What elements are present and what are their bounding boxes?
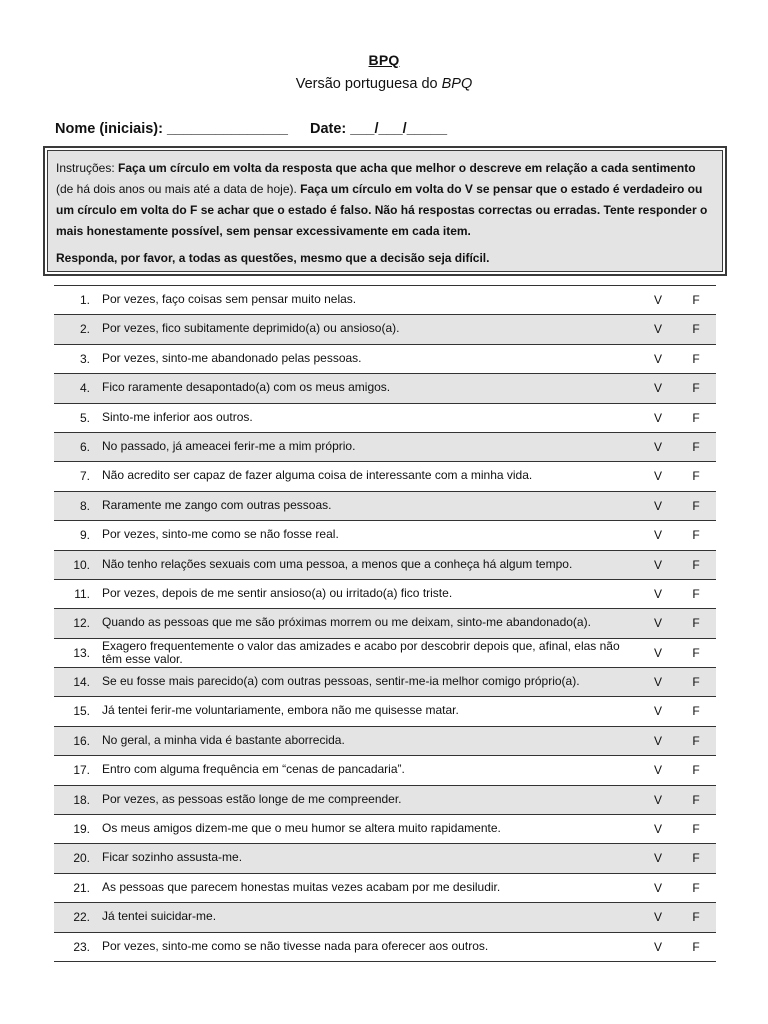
answer-false-option[interactable]: F bbox=[692, 410, 700, 425]
form-fields bbox=[55, 121, 447, 137]
question-text: Por vezes, fico subitamente deprimido(a) ou ansioso(a). bbox=[102, 321, 400, 336]
instructions-lead: Instruções: bbox=[56, 161, 119, 175]
question-number: 18. bbox=[73, 792, 90, 807]
answer-false-option[interactable]: F bbox=[692, 351, 700, 366]
answer-true-option[interactable]: V bbox=[653, 616, 662, 631]
question-number: 6. bbox=[79, 439, 90, 454]
question-text: Por vezes, sinto-me abandonado pelas pessoas. bbox=[102, 350, 362, 365]
instructions-bold-1: Faça um círculo em volta da resposta que acha que melhor o descreve em relação a cada sentimento bbox=[118, 161, 696, 175]
answer-false-option[interactable]: F bbox=[692, 586, 700, 601]
instructions-box bbox=[43, 146, 727, 276]
answer-true-option[interactable]: V bbox=[653, 880, 662, 895]
question-number: 7. bbox=[79, 469, 90, 484]
question-text: Exagero frequentemente o valor das amizades e acabo por descobrir depois que, afinal, elas não têm esse valor. bbox=[102, 638, 620, 666]
question-text: Fico raramente desapontado(a) com os meus amigos. bbox=[102, 380, 391, 395]
answer-true-option[interactable]: V bbox=[653, 293, 662, 307]
question-number: 1. bbox=[79, 293, 90, 307]
question-row bbox=[54, 551, 716, 580]
answer-false-option[interactable]: F bbox=[692, 439, 700, 454]
answer-true-option[interactable]: V bbox=[653, 557, 662, 572]
instructions-bold-3: Responda, por favor, a todas as questões, mesmo que a decisão seja difícil. bbox=[56, 251, 490, 265]
answer-false-option[interactable]: F bbox=[692, 498, 700, 513]
question-row bbox=[54, 697, 716, 726]
question-text: Já tentei ferir-me voluntariamente, embora não me quisesse matar. bbox=[102, 703, 459, 718]
question-row bbox=[54, 286, 716, 315]
instructions-plain-2: (de há dois anos ou mais até a data de hoje). bbox=[56, 182, 301, 196]
document-title: BPQ bbox=[368, 52, 400, 68]
answer-false-option[interactable]: F bbox=[692, 616, 700, 631]
question-text: Por vezes, sinto-me como se não fosse real. bbox=[102, 527, 339, 542]
answer-false-option[interactable]: F bbox=[692, 851, 700, 866]
question-row bbox=[54, 815, 716, 844]
question-row bbox=[54, 315, 716, 344]
answer-true-option[interactable]: V bbox=[653, 939, 662, 954]
question-text: Já tentei suicidar-me. bbox=[102, 909, 217, 924]
question-row bbox=[54, 462, 716, 491]
question-row bbox=[54, 404, 716, 433]
answer-true-option[interactable]: V bbox=[653, 410, 662, 425]
question-row bbox=[54, 345, 716, 374]
subtitle-text: Versão portuguesa do bbox=[295, 76, 442, 92]
question-number: 11. bbox=[74, 586, 90, 601]
answer-false-option[interactable]: F bbox=[692, 822, 700, 837]
instructions-bold-2: Faça um círculo em volta do V se pensar que o estado é verdadeiro ou um círculo em volta do F se achar que o estado é falso. Não há respostas correctas ou erradas. Tente responder o mais honestamente possível, sem pensar excessivamente em cada item. bbox=[56, 182, 708, 238]
answer-true-option[interactable]: V bbox=[653, 498, 662, 513]
question-text: Quando as pessoas que me são próximas morrem ou me deixam, sinto-me abandonado(a). bbox=[102, 615, 591, 630]
question-row bbox=[54, 874, 716, 903]
answer-true-option[interactable]: V bbox=[653, 704, 662, 719]
question-number: 13. bbox=[73, 645, 90, 660]
question-row bbox=[54, 933, 716, 962]
answer-false-option[interactable]: F bbox=[692, 557, 700, 572]
question-number: 15. bbox=[73, 704, 90, 719]
question-text: Por vezes, sinto-me como se não tivesse nada para oferecer aos outros. bbox=[102, 938, 489, 953]
answer-true-option[interactable]: V bbox=[653, 733, 662, 748]
question-number: 23. bbox=[73, 939, 90, 954]
question-row bbox=[54, 433, 716, 462]
answer-false-option[interactable]: F bbox=[692, 645, 700, 660]
question-row bbox=[54, 844, 716, 873]
question-row bbox=[54, 786, 716, 815]
name-field-label: Nome (iniciais): _______________ bbox=[55, 121, 288, 137]
question-text: Não acredito ser capaz de fazer alguma coisa de interessante com a minha vida. bbox=[102, 468, 533, 483]
question-text: Os meus amigos dizem-me que o meu humor se altera muito rapidamente. bbox=[102, 821, 501, 836]
answer-true-option[interactable]: V bbox=[653, 851, 662, 866]
question-row bbox=[54, 756, 716, 785]
answer-false-option[interactable]: F bbox=[692, 792, 700, 807]
question-row bbox=[54, 668, 716, 697]
questionnaire-items bbox=[54, 285, 716, 962]
question-row bbox=[54, 609, 716, 638]
question-text: Não tenho relações sexuais com uma pessoa, a menos que a conheça há algum tempo. bbox=[102, 556, 573, 571]
question-text: Sinto-me inferior aos outros. bbox=[102, 409, 253, 424]
question-number: 22. bbox=[73, 910, 90, 925]
question-number: 10. bbox=[73, 557, 90, 572]
answer-true-option[interactable]: V bbox=[653, 586, 662, 601]
answer-true-option[interactable]: V bbox=[653, 381, 662, 396]
question-row bbox=[54, 639, 716, 668]
answer-true-option[interactable]: V bbox=[653, 763, 662, 778]
answer-false-option[interactable]: F bbox=[692, 704, 700, 719]
question-text: No geral, a minha vida é bastante aborrecida. bbox=[102, 732, 345, 747]
answer-false-option[interactable]: F bbox=[692, 880, 700, 895]
question-text: Raramente me zango com outras pessoas. bbox=[102, 497, 332, 512]
answer-false-option[interactable]: F bbox=[692, 322, 700, 337]
answer-true-option[interactable]: V bbox=[653, 792, 662, 807]
answer-true-option[interactable]: V bbox=[653, 528, 662, 543]
question-text: Por vezes, as pessoas estão longe de me compreender. bbox=[102, 791, 402, 806]
question-number: 17. bbox=[73, 763, 90, 778]
question-text: Por vezes, depois de me sentir ansioso(a) ou irritado(a) fico triste. bbox=[102, 585, 453, 600]
question-number: 8. bbox=[79, 498, 90, 513]
question-number: 3. bbox=[79, 351, 90, 366]
question-number: 5. bbox=[79, 410, 90, 425]
question-text: As pessoas que parecem honestas muitas vezes acabam por me desiludir. bbox=[102, 879, 501, 894]
question-number: 20. bbox=[73, 851, 90, 866]
answer-true-option[interactable]: V bbox=[653, 322, 662, 337]
question-number: 19. bbox=[73, 822, 90, 837]
document-subtitle bbox=[0, 76, 768, 92]
instructions-closing bbox=[56, 248, 715, 269]
answer-false-option[interactable]: F bbox=[692, 381, 700, 396]
answer-false-option[interactable]: F bbox=[692, 910, 700, 925]
answer-false-option[interactable]: F bbox=[692, 763, 700, 778]
answer-true-option[interactable]: V bbox=[653, 439, 662, 454]
question-row bbox=[54, 521, 716, 550]
date-field-label: Date: ___/___/_____ bbox=[309, 121, 448, 137]
question-text: Por vezes, faço coisas sem pensar muito nelas. bbox=[102, 292, 357, 306]
answer-true-option[interactable]: V bbox=[653, 645, 662, 660]
answer-true-option[interactable]: V bbox=[653, 822, 662, 837]
answer-true-option[interactable]: V bbox=[653, 469, 662, 484]
answer-true-option[interactable]: V bbox=[653, 675, 662, 690]
question-number: 16. bbox=[73, 733, 90, 748]
question-row bbox=[54, 374, 716, 403]
answer-true-option[interactable]: V bbox=[653, 351, 662, 366]
question-row bbox=[54, 580, 716, 609]
question-number: 14. bbox=[73, 675, 90, 690]
answer-false-option[interactable]: F bbox=[692, 675, 700, 690]
answer-false-option[interactable]: F bbox=[692, 939, 700, 954]
answer-false-option[interactable]: F bbox=[692, 733, 700, 748]
instructions-paragraph bbox=[56, 158, 715, 242]
question-text: No passado, já ameacei ferir-me a mim próprio. bbox=[102, 438, 356, 453]
question-text: Se eu fosse mais parecido(a) com outras pessoas, sentir-me-ia melhor comigo próprio(a). bbox=[102, 674, 580, 689]
question-row bbox=[54, 492, 716, 521]
question-number: 21. bbox=[73, 880, 90, 895]
question-text: Ficar sozinho assusta-me. bbox=[102, 850, 243, 865]
answer-false-option[interactable]: F bbox=[692, 528, 700, 543]
question-number: 12. bbox=[73, 616, 90, 631]
answer-false-option[interactable]: F bbox=[692, 469, 700, 484]
question-number: 9. bbox=[79, 528, 90, 543]
question-number: 2. bbox=[79, 322, 90, 337]
subtitle-italic: BPQ bbox=[441, 76, 473, 92]
answer-false-option[interactable]: F bbox=[692, 293, 700, 307]
question-text: Entro com alguma frequência em “cenas de pancadaria”. bbox=[102, 762, 405, 777]
question-row bbox=[54, 903, 716, 932]
question-row bbox=[54, 727, 716, 756]
question-number: 4. bbox=[79, 381, 90, 396]
answer-true-option[interactable]: V bbox=[653, 910, 662, 925]
